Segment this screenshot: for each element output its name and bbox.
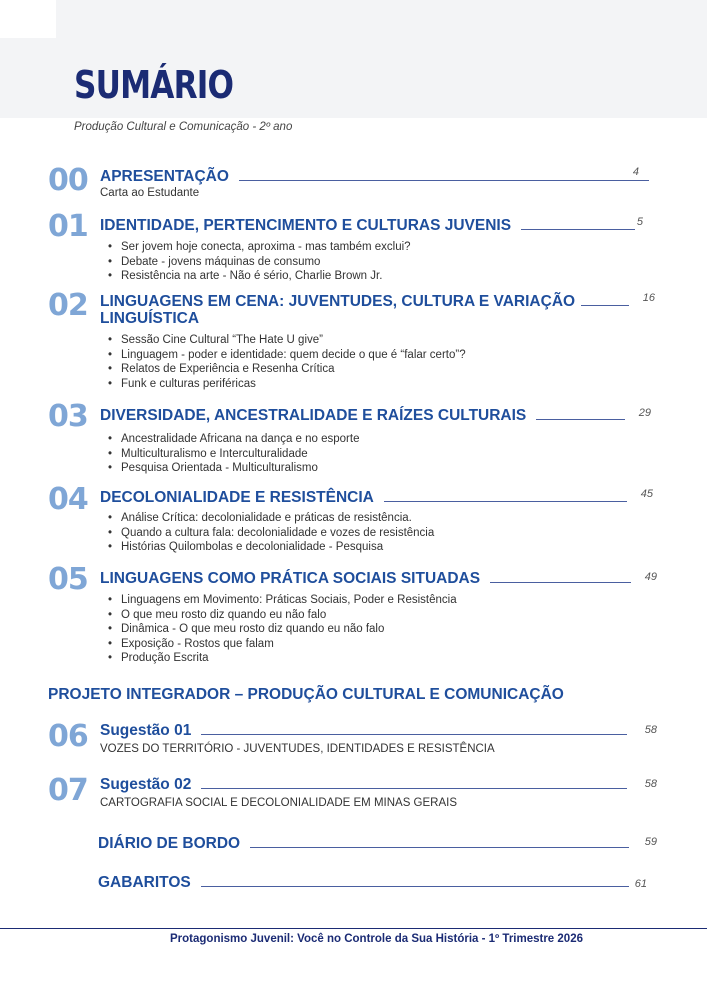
section-heading-row — [100, 776, 633, 794]
section-title[interactable]: LINGUAGENS EM CENA: JUVENTUDES, CULTURA E VARIAÇÃO — [100, 293, 576, 310]
section-topic-list — [104, 240, 411, 284]
dot-leader — [250, 847, 629, 848]
list-item: • Dinâmica - O que meu rosto diz quando eu não falo — [104, 622, 457, 637]
section-page-number: 29 — [638, 407, 651, 419]
section-number: 05 — [48, 562, 88, 597]
suggestion-title[interactable]: Sugestão 01 — [100, 722, 192, 739]
list-item: • Linguagens em Movimento: Práticas Sociais, Poder e Resistência — [104, 593, 457, 608]
list-item: • Análise Crítica: decolonialidade e práticas de resistência. — [104, 511, 434, 526]
project-integrador-heading[interactable]: PROJETO INTEGRADOR – PRODUÇÃO CULTURAL E COMUNICAÇÃO — [48, 686, 564, 703]
list-item: • Relatos de Experiência e Resenha Crítica — [104, 362, 466, 377]
suggestion-title[interactable]: Sugestão 02 — [100, 776, 192, 793]
dot-leader — [536, 419, 625, 420]
list-item: • Multiculturalismo e Interculturalidade — [104, 447, 359, 462]
section-heading-row — [100, 168, 655, 186]
section-heading-row — [100, 407, 631, 425]
footer-divider — [0, 928, 707, 929]
section-number: 01 — [48, 209, 88, 244]
section-title[interactable]: APRESENTAÇÃO — [100, 168, 229, 185]
section-heading-row — [100, 722, 633, 740]
section-page-number: 45 — [640, 488, 653, 500]
dot-leader — [201, 886, 629, 887]
list-item: • Linguagem - poder e identidade: quem decide o que é “falar certo”? — [104, 348, 466, 363]
section-topic-list — [104, 432, 359, 476]
list-item: • Produção Escrita — [104, 651, 457, 666]
section-description: Carta ao Estudante — [100, 187, 200, 199]
dot-leader — [490, 582, 631, 583]
diario-page-number: 59 — [644, 836, 657, 848]
section-heading-row — [100, 293, 635, 311]
section-title[interactable]: LINGUAGENS COMO PRÁTICA SOCIAIS SITUADAS — [100, 570, 481, 587]
list-item: • Sessão Cine Cultural “The Hate U give” — [104, 333, 466, 348]
suggestion-description: CARTOGRAFIA SOCIAL E DECOLONIALIDADE EM MINAS GERAIS — [100, 797, 458, 809]
section-heading-row — [98, 835, 635, 853]
section-title[interactable]: IDENTIDADE, PERTENCIMENTO E CULTURAS JUVENIS — [100, 217, 512, 234]
section-title[interactable]: DIVERSIDADE, ANCESTRALIDADE E RAÍZES CULTURAIS — [100, 407, 527, 424]
page-subtitle: Produção Cultural e Comunicação - 2º ano — [74, 121, 293, 133]
section-heading-row — [100, 217, 641, 235]
section-topic-list — [104, 511, 434, 555]
dot-leader — [201, 734, 627, 735]
section-number: 00 — [48, 163, 88, 198]
dot-leader — [521, 229, 635, 230]
dot-leader — [384, 501, 627, 502]
section-page-number: 16 — [642, 292, 655, 304]
dot-leader — [581, 305, 629, 306]
suggestion-description: VOZES DO TERRITÓRIO - JUVENTUDES, IDENTIDADES E RESISTÊNCIA — [100, 743, 495, 755]
section-topic-list — [104, 333, 466, 391]
section-title-line2[interactable]: LINGUÍSTICA — [100, 310, 200, 327]
section-number: 02 — [48, 288, 88, 323]
list-item: • O que meu rosto diz quando eu não falo — [104, 608, 457, 623]
section-number: 03 — [48, 399, 88, 434]
gabaritos-page-number: 61 — [634, 878, 647, 890]
list-item: • Debate - jovens máquinas de consumo — [104, 255, 411, 270]
list-item: • Ser jovem hoje conecta, aproxima - mas também exclui? — [104, 240, 411, 255]
section-heading-row — [98, 874, 635, 892]
gabaritos-title[interactable]: GABARITOS — [98, 874, 191, 891]
dot-leader — [239, 180, 649, 181]
list-item: • Pesquisa Orientada - Multiculturalismo — [104, 461, 359, 476]
section-page-number: 49 — [644, 571, 657, 583]
section-number: 04 — [48, 482, 88, 517]
page-title: SUMÁRIO — [74, 63, 234, 107]
section-heading-row — [100, 489, 633, 507]
section-number: 06 — [48, 719, 88, 754]
list-item: • Histórias Quilombolas e decolonialidade - Pesquisa — [104, 540, 434, 555]
suggestion-page-number: 58 — [644, 778, 657, 790]
section-page-number: 5 — [636, 216, 643, 228]
list-item: • Exposição - Rostos que falam — [104, 637, 457, 652]
section-title[interactable]: DECOLONIALIDADE E RESISTÊNCIA — [100, 489, 374, 506]
section-page-number: 4 — [632, 166, 639, 178]
list-item: • Quando a cultura fala: decolonialidade e vozes de resistência — [104, 526, 434, 541]
list-item: • Funk e culturas periféricas — [104, 377, 466, 392]
diario-title[interactable]: DIÁRIO DE BORDO — [98, 835, 241, 852]
header-notch — [0, 0, 56, 38]
list-item: • Resistência na arte - Não é sério, Charlie Brown Jr. — [104, 269, 411, 284]
section-topic-list — [104, 593, 457, 666]
dot-leader — [201, 788, 627, 789]
footer-text: Protagonismo Juvenil: Você no Controle da Sua História - 1º Trimestre 2026 — [170, 933, 583, 945]
list-item: • Ancestralidade Africana na dança e no esporte — [104, 432, 359, 447]
section-heading-row — [100, 570, 637, 588]
suggestion-page-number: 58 — [644, 724, 657, 736]
section-number: 07 — [48, 773, 88, 808]
